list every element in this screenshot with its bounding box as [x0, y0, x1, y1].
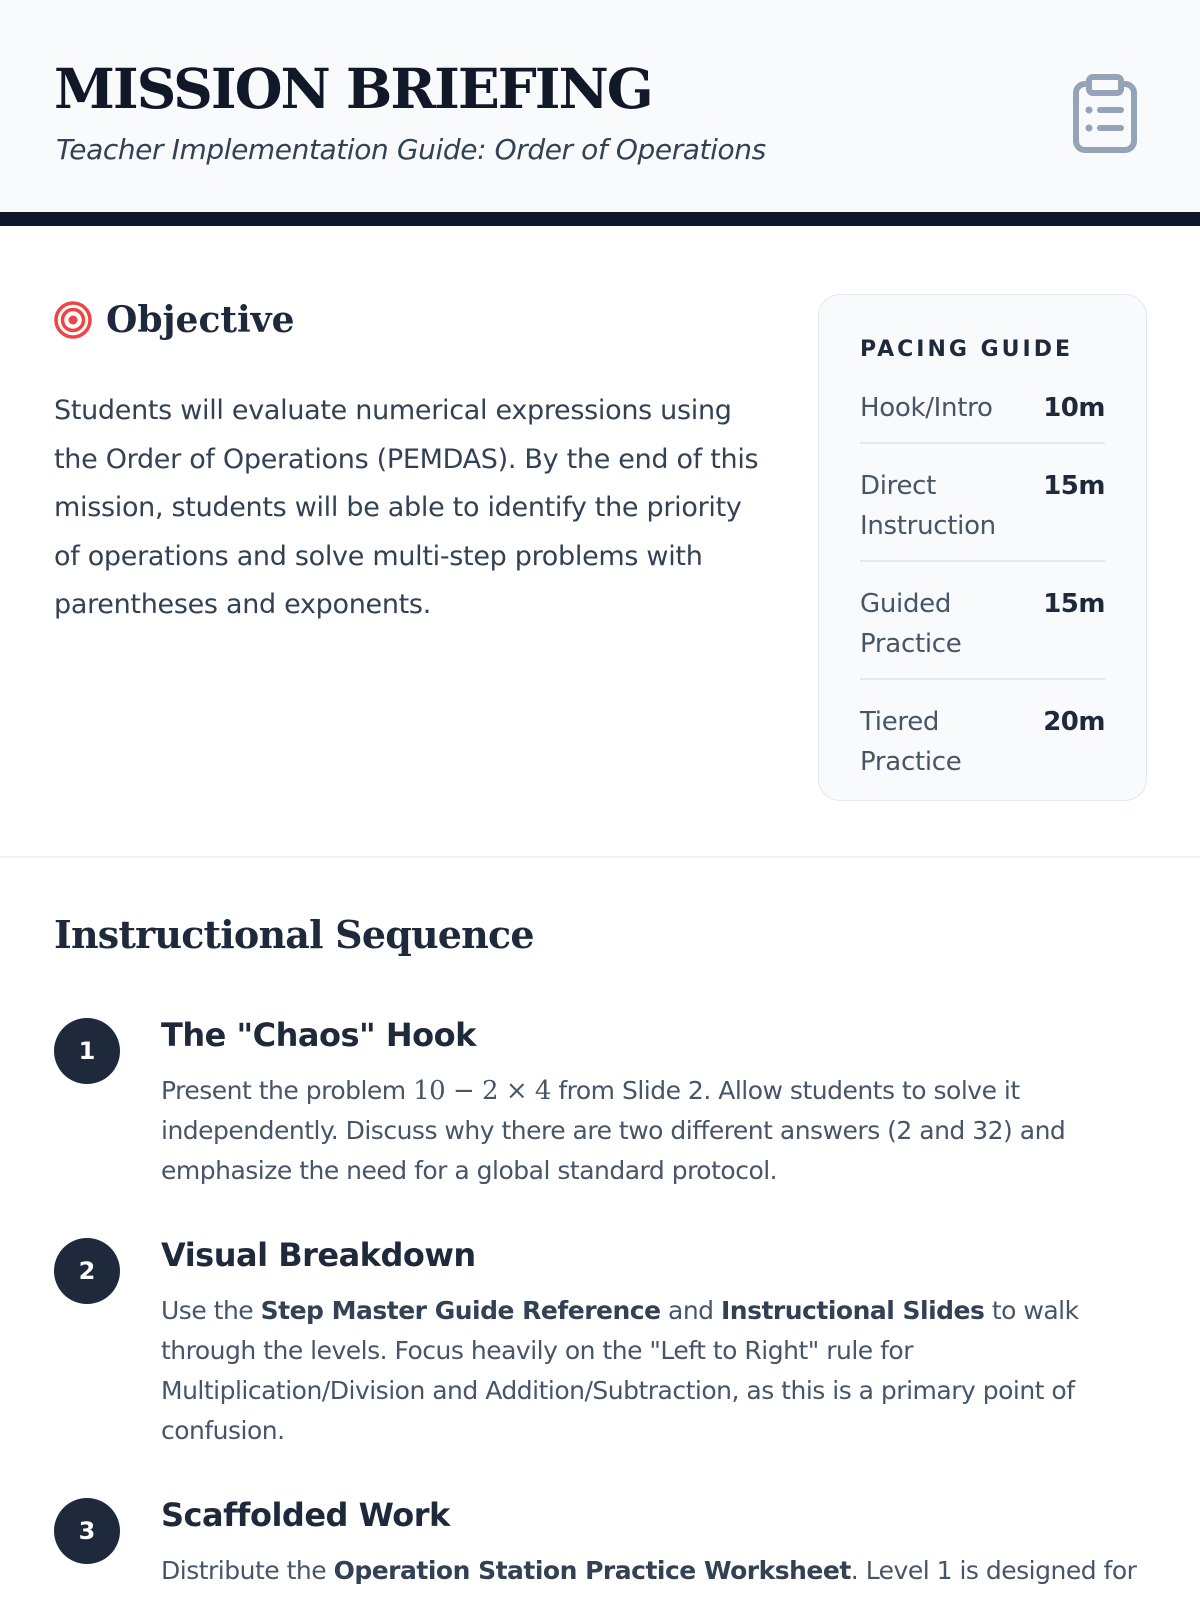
step-description	[161, 1551, 1151, 1591]
pacing-row	[860, 458, 1105, 562]
target-icon	[54, 301, 92, 339]
step-text: Use the	[161, 1296, 261, 1325]
section-divider	[0, 856, 1200, 858]
resource-name: Operation Station Practice Worksheet	[333, 1556, 851, 1585]
pacing-label: Tiered Practice	[860, 707, 962, 777]
objective-text: Students will evaluate numerical expressions using the Order of Operations (PEMDAS). By the end of this mission, students will be able to identify the priority of operations and solve multi-step problems with parentheses and exponents.	[54, 395, 759, 620]
step-description	[161, 1071, 1151, 1191]
objective-title: Objective	[106, 299, 295, 341]
header-banner	[0, 0, 1200, 226]
clipboard-icon	[1072, 74, 1138, 154]
pacing-label: Hook/Intro	[860, 393, 993, 423]
pacing-value: 15m	[1043, 471, 1105, 501]
pacing-value: 15m	[1043, 589, 1105, 619]
pacing-row	[860, 380, 1105, 444]
objective-heading	[54, 298, 295, 342]
pacing-label: Direct Instruction	[860, 471, 996, 541]
pacing-guide-card	[818, 294, 1147, 801]
pacing-label: Guided Practice	[860, 589, 962, 659]
pacing-guide-title: PACING GUIDE	[860, 337, 1073, 362]
step-text: and	[660, 1296, 721, 1325]
step-description	[161, 1291, 1151, 1451]
pacing-row	[860, 576, 1105, 680]
step-number-badge: 1	[54, 1018, 120, 1084]
pacing-value: 10m	[1043, 393, 1105, 423]
pacing-row	[860, 694, 1105, 796]
step-text: . Level 1 is designed for	[850, 1556, 1137, 1585]
step-title: Visual Breakdown	[161, 1236, 476, 1274]
resource-name: Step Master Guide Reference	[260, 1296, 661, 1325]
step-text: Distribute the	[161, 1556, 334, 1585]
step-title: The "Chaos" Hook	[161, 1016, 476, 1054]
page-title: MISSION BRIEFING	[54, 56, 652, 121]
step-text: Present the problem	[161, 1076, 414, 1105]
sequence-title: Instructional Sequence	[54, 912, 534, 957]
step-number-badge: 3	[54, 1498, 120, 1564]
step-text: from Slide 2. Allow students to solve it independently. Discuss why there are two different answers (2 and 32) and emphasize the need for a global standard protocol.	[161, 1076, 1066, 1185]
step-title: Scaffolded Work	[161, 1496, 450, 1534]
math-expression: 10 − 2 × 4	[413, 1076, 551, 1106]
page-subtitle: Teacher Implementation Guide: Order of Operations	[56, 133, 766, 166]
resource-name: Instructional Slides	[721, 1296, 985, 1325]
step-number-badge: 2	[54, 1238, 120, 1304]
pacing-value: 20m	[1043, 707, 1105, 737]
step-text: to walk through the levels. Focus heavily on the "Left to Right" rule for Multiplication/Division and Addition/Subtraction, as this is a primary point of confusion.	[161, 1296, 1079, 1445]
